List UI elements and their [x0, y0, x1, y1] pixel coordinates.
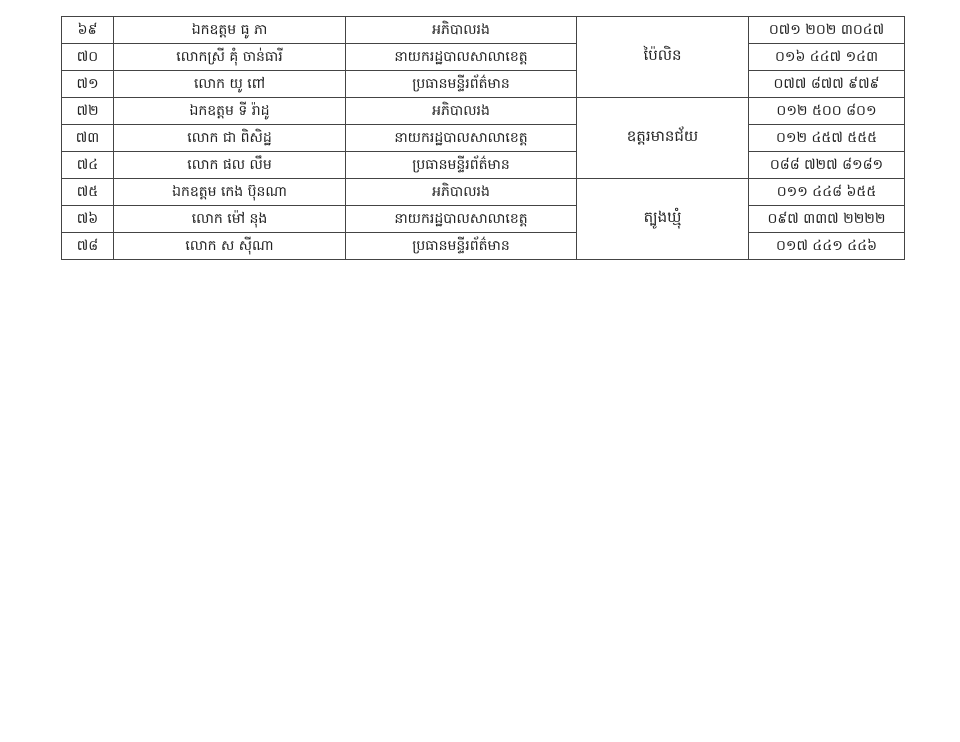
table-row: [62, 17, 905, 44]
phone-number: ០១២ ៥០០ ៨០១: [749, 98, 905, 125]
official-name: លោក យូ ពៅ: [114, 71, 346, 98]
phone-number: ០១១ ៤៤៨ ៦៥៥: [749, 179, 905, 206]
phone-number: ០១៦ ៤៤៧ ១៤៣: [749, 44, 905, 71]
official-title: ប្រធានមន្ទីរព័ត៌មាន: [346, 71, 577, 98]
phone-number: ០១៧ ៤៤១ ៤៤៦: [749, 233, 905, 260]
table-row: [62, 179, 905, 206]
official-name: លោក ម៉ៅ នុង: [114, 206, 346, 233]
province-name: ត្បូងឃ្មុំ: [577, 179, 749, 260]
table-row: [62, 152, 905, 179]
phone-number: ០៧១ ២០២ ៣០៤៧: [749, 17, 905, 44]
official-title: អភិបាលរង: [346, 17, 577, 44]
table-row: [62, 125, 905, 152]
official-title: អភិបាលរង: [346, 98, 577, 125]
table-row: [62, 233, 905, 260]
province-name: ឧត្តរមានជ័យ: [577, 98, 749, 179]
table-row: [62, 206, 905, 233]
official-name: លោកស្រី គុំ ចាន់ធារី: [114, 44, 346, 71]
phone-number: ០៨៨ ៧២៧ ៨១៨១: [749, 152, 905, 179]
official-title: នាយករដ្ឋបាលសាលាខេត្ត: [346, 206, 577, 233]
official-title: នាយករដ្ឋបាលសាលាខេត្ត: [346, 44, 577, 71]
contacts-table: [61, 16, 905, 260]
official-name: ឯកឧត្តម ធូ ភា: [114, 17, 346, 44]
phone-number: ០១២ ៤៥៧ ៥៥៥: [749, 125, 905, 152]
row-number: ៧៨: [62, 233, 114, 260]
row-number: ៧៦: [62, 206, 114, 233]
official-title: ប្រធានមន្ទីរព័ត៌មាន: [346, 233, 577, 260]
table-row: [62, 71, 905, 98]
official-name: លោក ជា ពិសិដ្ឋ: [114, 125, 346, 152]
row-number: ៧៣: [62, 125, 114, 152]
row-number: ៦៩: [62, 17, 114, 44]
official-title: នាយករដ្ឋបាលសាលាខេត្ត: [346, 125, 577, 152]
official-name: ឯកឧត្តម កេង ប៊ុនណា: [114, 179, 346, 206]
table-row: [62, 98, 905, 125]
official-name: ឯកឧត្តម ទី រ៉ាដូ: [114, 98, 346, 125]
row-number: ៧២: [62, 98, 114, 125]
official-name: លោក ផល លឹម: [114, 152, 346, 179]
row-number: ៧០: [62, 44, 114, 71]
row-number: ៧៤: [62, 152, 114, 179]
row-number: ៧៥: [62, 179, 114, 206]
official-title: អភិបាលរង: [346, 179, 577, 206]
row-number: ៧១: [62, 71, 114, 98]
official-title: ប្រធានមន្ទីរព័ត៌មាន: [346, 152, 577, 179]
phone-number: ០៩៧ ៣៣៧ ២២២២: [749, 206, 905, 233]
phone-number: ០៧៧ ៨៧៧ ៩៧៩: [749, 71, 905, 98]
table-row: [62, 44, 905, 71]
province-name: ប៉ៃលិន: [577, 17, 749, 98]
official-name: លោក ស ស៊ីណា: [114, 233, 346, 260]
